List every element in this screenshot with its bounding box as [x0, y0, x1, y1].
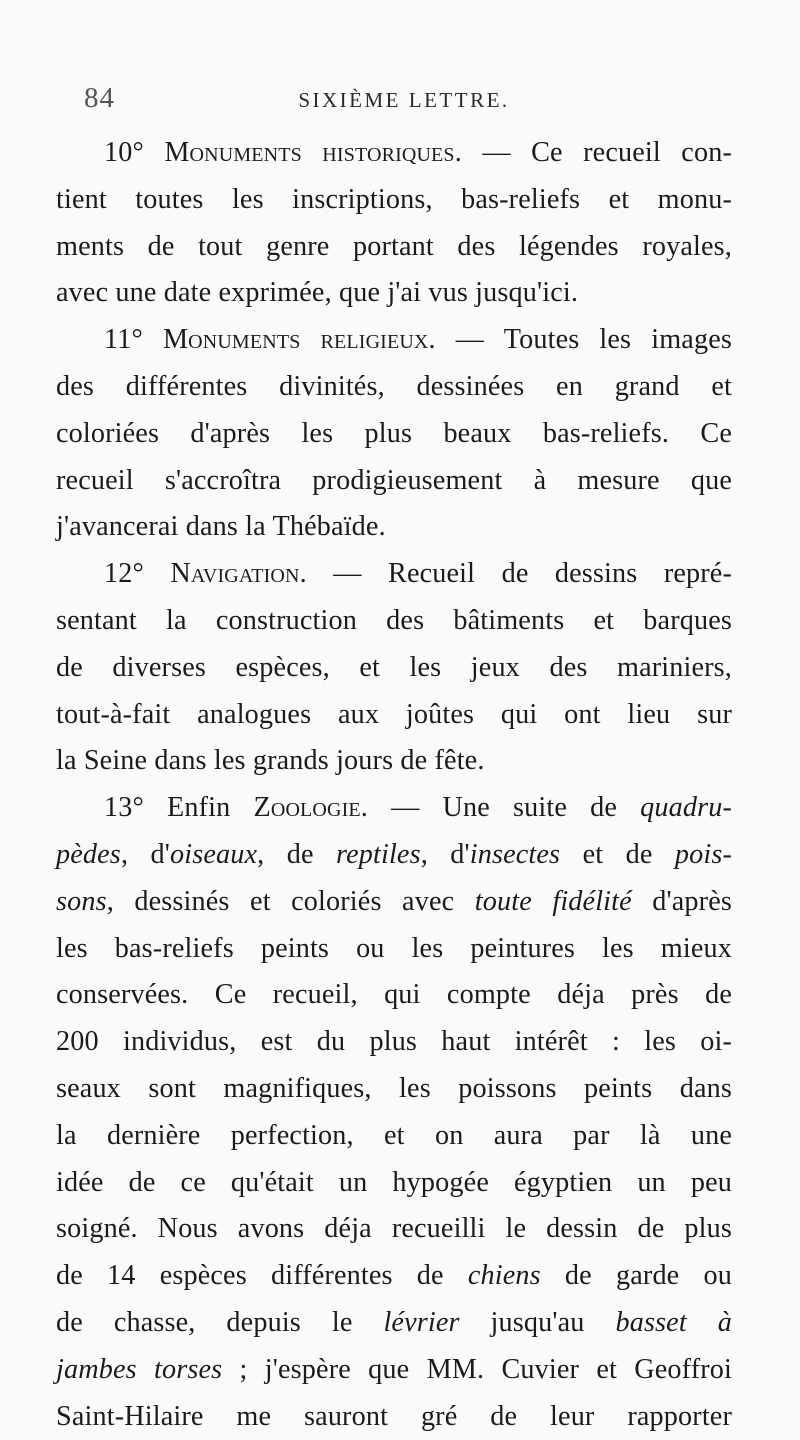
- section-heading: Monuments historiques: [164, 137, 455, 168]
- text-line: [56, 1206, 732, 1253]
- text-segment: , dessinés et coloriés avec: [106, 885, 475, 917]
- text-segment: 11°: [104, 324, 163, 356]
- text-segment: , d': [120, 838, 170, 870]
- text-line: [56, 224, 732, 271]
- text-segment: . — Recueil de dessins repré-: [299, 558, 732, 590]
- text-segment: . — Ce recueil con-: [454, 137, 732, 168]
- text-segment: des différentes divinités, dessinées en grand et: [56, 370, 732, 402]
- text-segment: la Seine dans les grands jours de fête.: [56, 745, 485, 777]
- text-segment: avec une date exprimée, que j'ai vus jusqu'ici.: [56, 277, 579, 309]
- text-line: [56, 832, 732, 879]
- text-line: [56, 1394, 732, 1440]
- text-segment: , d': [420, 838, 470, 870]
- text-line: [56, 738, 732, 785]
- page-number: 84: [84, 82, 115, 114]
- italic-term: sons: [56, 885, 107, 917]
- text-line: [56, 411, 732, 458]
- text-segment: de diverses espèces, et les jeux des mariniers,: [56, 651, 732, 683]
- text-line: [56, 177, 732, 224]
- text-segment: jusqu'au: [459, 1306, 616, 1338]
- text-segment: . — Une suite de: [360, 792, 641, 824]
- text-line: [56, 1066, 732, 1113]
- text-line: [56, 692, 732, 739]
- text-line: [56, 270, 732, 317]
- text-line: [56, 551, 732, 598]
- text-line: [56, 598, 732, 645]
- text-segment: 10°: [104, 137, 165, 168]
- text-segment: 12°: [104, 558, 171, 590]
- italic-term: reptiles: [336, 838, 421, 870]
- italic-term: toute fidélité: [474, 885, 632, 917]
- italic-term: quadru-: [640, 792, 732, 824]
- text-line: [56, 504, 732, 551]
- italic-term: oiseaux: [169, 838, 258, 870]
- section-heading: Monuments religieux: [162, 324, 429, 356]
- italic-term: pèdes: [56, 838, 121, 870]
- section-heading: Zoologie: [253, 792, 361, 824]
- text-line: [56, 1019, 732, 1066]
- text-segment: coloriées d'après les plus beaux bas-reliefs. Ce: [56, 417, 732, 449]
- text-line: [56, 1300, 732, 1347]
- text-line: [56, 458, 732, 505]
- body-text: [56, 130, 732, 1440]
- text-segment: j'avancerai dans la Thébaïde.: [56, 511, 386, 543]
- text-segment: ments de tout genre portant des légendes royales,: [56, 230, 732, 262]
- text-line: [56, 879, 732, 926]
- page-header: [84, 82, 724, 128]
- text-segment: les bas-reliefs peints ou les peintures les mieux: [56, 932, 732, 964]
- italic-term: basset à: [615, 1306, 732, 1338]
- italic-term: chiens: [467, 1260, 541, 1292]
- text-line: [56, 317, 732, 364]
- text-segment: tient toutes les inscriptions, bas-reliefs et monu-: [56, 183, 732, 215]
- text-segment: Saint-Hilaire me sauront gré de leur rapporter: [56, 1400, 732, 1432]
- text-segment: sentant la construction des bâtiments et barques: [56, 604, 732, 636]
- text-line: [56, 1253, 732, 1300]
- text-line: [56, 926, 732, 973]
- text-line: [56, 972, 732, 1019]
- text-segment: seaux sont magnifiques, les poissons peints dans: [56, 1072, 732, 1104]
- text-segment: conservées. Ce recueil, qui compte déja près de: [56, 979, 732, 1011]
- italic-term: jambes torses: [56, 1353, 223, 1385]
- text-segment: de garde ou: [540, 1260, 732, 1292]
- text-line: [56, 645, 732, 692]
- text-segment: et de: [560, 838, 675, 870]
- text-segment: tout-à-fait analogues aux joûtes qui ont lieu sur: [56, 698, 732, 730]
- running-title: SIXIÈME LETTRE.: [298, 88, 510, 112]
- text-segment: de chasse, depuis le: [56, 1306, 384, 1338]
- text-line: [56, 1160, 732, 1207]
- text-line: [56, 364, 732, 411]
- text-segment: ; j'espère que MM. Cuvier et Geoffroi: [222, 1353, 732, 1385]
- text-line: [56, 1347, 732, 1394]
- text-line: [56, 785, 732, 832]
- text-segment: de 14 espèces différentes de: [56, 1260, 468, 1292]
- text-segment: 13° Enfin: [104, 792, 254, 824]
- italic-term: insectes: [469, 838, 561, 870]
- text-segment: idée de ce qu'était un hypogée égyptien un peu: [56, 1166, 732, 1198]
- text-line: [56, 1113, 732, 1160]
- italic-term: pois-: [674, 838, 732, 870]
- text-segment: recueil s'accroîtra prodigieusement à mesure que: [56, 464, 732, 496]
- text-segment: d'après: [631, 885, 732, 917]
- text-segment: 200 individus, est du plus haut intérêt : les oi-: [56, 1026, 732, 1058]
- text-segment: la dernière perfection, et on aura par là une: [56, 1119, 732, 1151]
- italic-term: lévrier: [383, 1306, 460, 1338]
- section-heading: Navigation: [170, 558, 300, 590]
- text-segment: soigné. Nous avons déja recueilli le dessin de plus: [56, 1213, 732, 1245]
- text-segment: , de: [257, 838, 336, 870]
- text-segment: . — Toutes les images: [428, 324, 732, 356]
- text-line: [56, 130, 732, 177]
